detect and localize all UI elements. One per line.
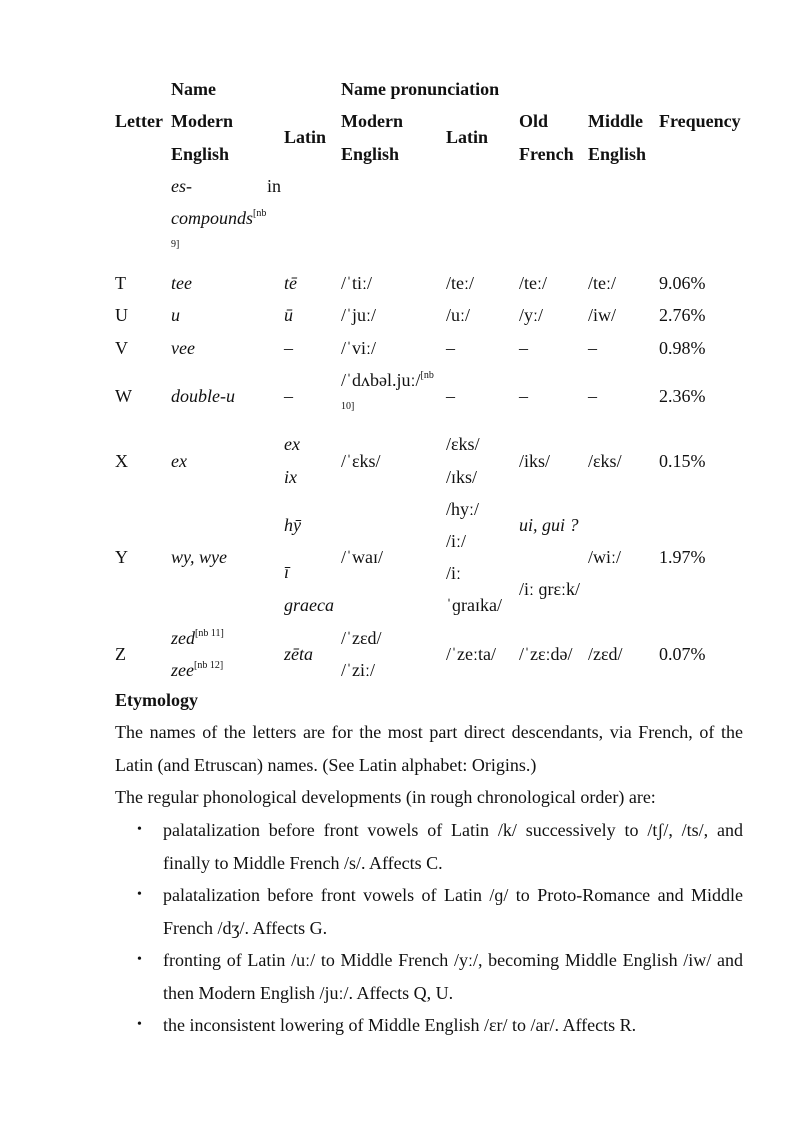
cell-pron-modern: /ˈjuː/ bbox=[341, 305, 376, 325]
cell-name: tee bbox=[171, 273, 192, 293]
cell-pron-latin: /uː/ bbox=[446, 305, 471, 325]
cell-pron-latin: /ˈzeːta/ bbox=[446, 644, 496, 664]
paragraph: The regular phonological developments (in rough chronological order) are: bbox=[115, 787, 656, 807]
cell-middle-english: /iw/ bbox=[588, 305, 617, 325]
cell-frequency: 0.98% bbox=[659, 338, 706, 358]
cell-letter: X bbox=[115, 451, 128, 471]
list-item: • palatalization before front vowels of Latin /ɡ/ to Proto-Romance and Middle French /dʒ/. Affects G. bbox=[115, 879, 743, 944]
cell-latin: ū bbox=[284, 305, 293, 325]
cell-name: double-u bbox=[171, 386, 235, 406]
header-old-french-2: French bbox=[519, 144, 574, 164]
cell-latin: hȳ bbox=[284, 515, 301, 535]
cell-pron-latin: /iː bbox=[446, 563, 462, 583]
footnote-ref[interactable]: [nb bbox=[253, 208, 267, 219]
header-name-modern-1: Modern bbox=[171, 111, 233, 131]
cell-frequency: 9.06% bbox=[659, 273, 706, 293]
footnote-ref[interactable]: [nb 12] bbox=[193, 660, 224, 671]
footnote-ref[interactable]: [nb 11] bbox=[195, 628, 224, 639]
cell-old-french: – bbox=[519, 386, 528, 406]
cell-letter: T bbox=[115, 273, 126, 293]
cell-pron-latin: /ɛks/ bbox=[446, 434, 480, 454]
bullet-icon: • bbox=[137, 952, 142, 967]
header-latin: Latin bbox=[284, 127, 327, 147]
cell-middle-english: – bbox=[588, 386, 597, 406]
list-item: • the inconsistent lowering of Middle English /ɛr/ to /ar/. Affects R. bbox=[115, 1009, 743, 1042]
cell-pron-modern: /ˈviː/ bbox=[341, 338, 376, 358]
cell-pron-latin: ˈɡraɪka/ bbox=[446, 595, 502, 615]
cell-old-french: /iː ɡrɛːk/ bbox=[519, 579, 581, 599]
header-pron-modern-2: English bbox=[341, 144, 400, 164]
footnote-ref-continued[interactable]: 10] bbox=[341, 401, 355, 412]
footnote-ref[interactable]: [nb bbox=[420, 370, 434, 381]
cell-old-french: /teː/ bbox=[519, 273, 547, 293]
cell-name: zed[nb 11] bbox=[171, 628, 224, 648]
header-name-group: Name bbox=[171, 79, 216, 99]
cell-name: vee bbox=[171, 338, 195, 358]
cell-old-french: /ˈzɛːdə/ bbox=[519, 644, 573, 664]
note-es-prefix: es- bbox=[171, 176, 192, 196]
list-item: • fronting of Latin /uː/ to Middle French /yː/, becoming Middle English /iw/ and then Modern English /juː/. Affects Q, U. bbox=[115, 944, 743, 1009]
list-item: • palatalization before front vowels of Latin /k/ successively to /tʃ/, /ts/, and finally to Middle French /s/. Affects C. bbox=[115, 814, 743, 879]
cell-latin: ex bbox=[284, 434, 300, 454]
header-frequency: Frequency bbox=[659, 111, 741, 131]
cell-pron-modern: /ˈwaɪ/ bbox=[341, 547, 383, 567]
cell-middle-english: /zɛd/ bbox=[588, 644, 623, 664]
bullet-icon: • bbox=[137, 887, 142, 902]
cell-latin: zēta bbox=[284, 644, 313, 664]
cell-old-french: /yː/ bbox=[519, 305, 544, 325]
cell-pron-modern: /ˈɛks/ bbox=[341, 451, 381, 471]
cell-middle-english: – bbox=[588, 338, 597, 358]
cell-middle-english: /teː/ bbox=[588, 273, 616, 293]
header-pron-latin: Latin bbox=[446, 127, 489, 147]
cell-pron-latin: /iː/ bbox=[446, 531, 467, 551]
cell-old-french: ui, gui ? bbox=[519, 515, 579, 535]
cell-letter: U bbox=[115, 305, 128, 325]
cell-name: ex bbox=[171, 451, 187, 471]
cell-middle-english: /ɛks/ bbox=[588, 451, 622, 471]
bullet-list bbox=[115, 814, 743, 1042]
cell-letter: V bbox=[115, 338, 128, 358]
cell-latin: – bbox=[284, 338, 293, 358]
cell-old-french: – bbox=[519, 338, 528, 358]
section-heading: Etymology bbox=[115, 690, 198, 710]
cell-old-french: /iks/ bbox=[519, 451, 551, 471]
cell-latin: – bbox=[284, 386, 293, 406]
cell-pron-modern: /ˈzɛd/ bbox=[341, 628, 382, 648]
cell-latin: ix bbox=[284, 467, 297, 487]
cell-name: wy, wye bbox=[171, 547, 227, 567]
cell-latin: graeca bbox=[284, 595, 334, 615]
note-in: in bbox=[267, 176, 282, 196]
header-old-french-1: Old bbox=[519, 111, 549, 131]
paragraph: The names of the letters are for the most part direct descendants, via French, of the Latin (and Etruscan) names. (See Latin alphabet: Origins.) bbox=[115, 722, 743, 775]
header-name-modern-2: English bbox=[171, 144, 230, 164]
cell-letter: W bbox=[115, 386, 132, 406]
cell-pron-modern: /ˈdʌbəl.juː/$^{[nb}$ bbox=[341, 370, 434, 390]
cell-name: u bbox=[171, 305, 180, 325]
cell-middle-english: /wiː/ bbox=[588, 547, 622, 567]
cell-letter: Y bbox=[115, 547, 128, 567]
header-letter: Letter bbox=[115, 111, 163, 131]
bullet-icon: • bbox=[137, 822, 142, 837]
cell-frequency: 1.97% bbox=[659, 547, 706, 567]
cell-pron-latin: /teː/ bbox=[446, 273, 474, 293]
cell-pron-latin: – bbox=[446, 386, 455, 406]
cell-pron-latin: – bbox=[446, 338, 455, 358]
cell-pron-latin: /hyː/ bbox=[446, 499, 480, 519]
cell-frequency: 0.15% bbox=[659, 451, 706, 471]
note-compounds: compounds$^{[nb}$ bbox=[171, 208, 267, 228]
cell-pron-modern: /ˈziː/ bbox=[341, 660, 375, 680]
cell-frequency: 2.76% bbox=[659, 305, 706, 325]
cell-name: zee[nb 12] bbox=[171, 660, 224, 680]
cell-pron-modern: /ˈtiː/ bbox=[341, 273, 372, 293]
header-middle-english-1: Middle bbox=[588, 111, 644, 131]
cell-latin: tē bbox=[284, 273, 297, 293]
bullet-icon: • bbox=[137, 1017, 142, 1032]
header-pron-modern-1: Modern bbox=[341, 111, 403, 131]
cell-frequency: 0.07% bbox=[659, 644, 706, 664]
cell-latin: ī bbox=[284, 562, 290, 582]
cell-letter: Z bbox=[115, 644, 126, 664]
cell-frequency: 2.36% bbox=[659, 386, 706, 406]
header-middle-english-2: English bbox=[588, 144, 647, 164]
header-pronunciation-group: Name pronunciation bbox=[341, 79, 500, 99]
footnote-ref-continued[interactable]: 9] bbox=[171, 239, 180, 250]
cell-pron-latin: /ɪks/ bbox=[446, 467, 478, 487]
